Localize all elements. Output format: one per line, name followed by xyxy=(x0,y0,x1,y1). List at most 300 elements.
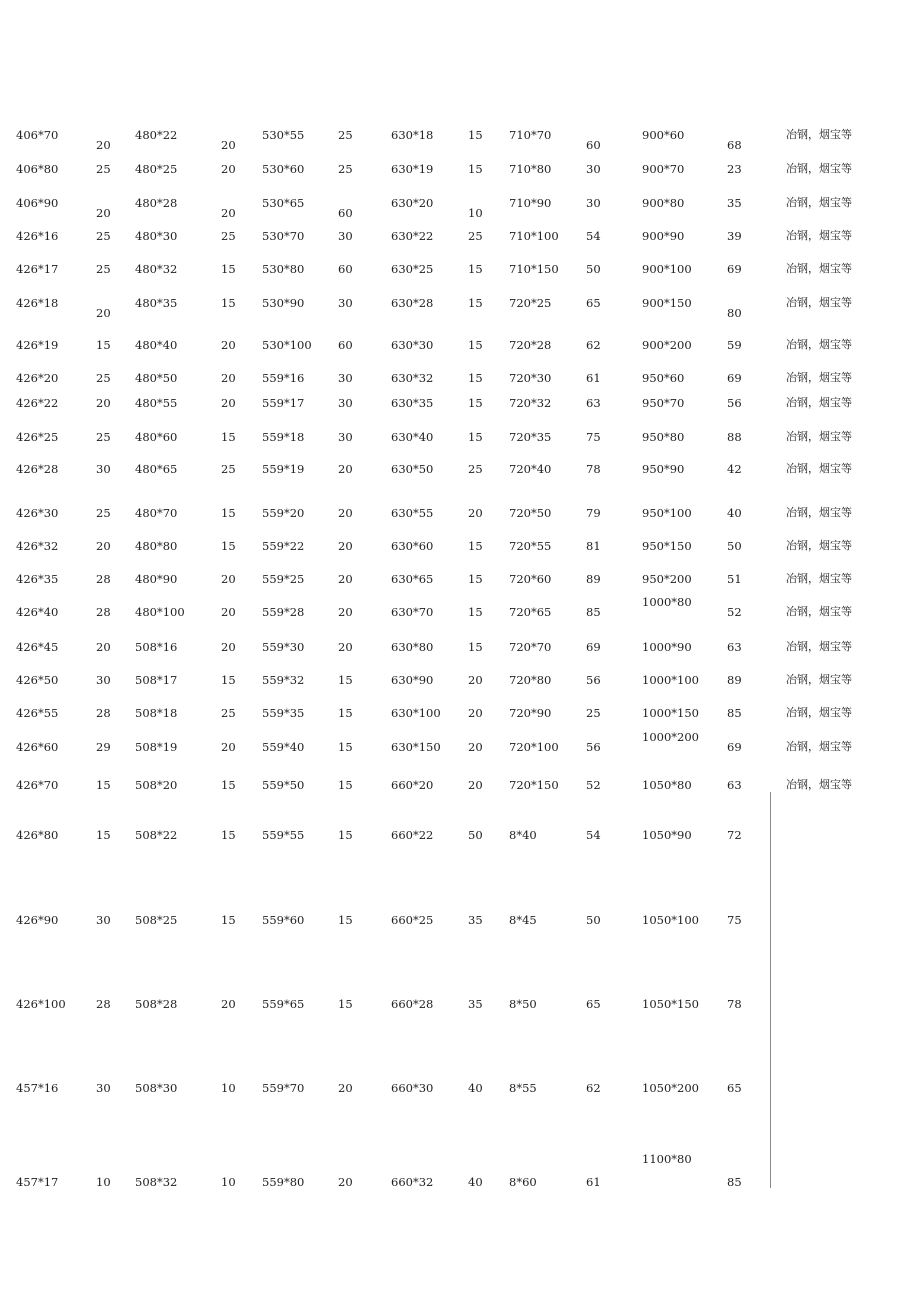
size-a-cell: 426*16 xyxy=(16,229,59,243)
qty-d-cell: 35 xyxy=(468,997,483,1011)
qty-c-cell: 20 xyxy=(338,1081,353,1095)
qty-f-cell: 72 xyxy=(727,828,742,842)
qty-c-cell: 15 xyxy=(338,828,353,842)
qty-f-cell: 69 xyxy=(727,262,742,276)
qty-d-cell: 15 xyxy=(468,371,483,385)
qty-b-cell: 20 xyxy=(221,572,236,586)
qty-a-cell: 25 xyxy=(96,262,111,276)
qty-d-cell: 15 xyxy=(468,605,483,619)
qty-f-cell: 85 xyxy=(727,1175,742,1189)
size-b-cell: 480*40 xyxy=(135,338,178,352)
qty-f-cell: 23 xyxy=(727,162,742,176)
size-a-cell: 426*17 xyxy=(16,262,59,276)
qty-a-cell: 28 xyxy=(96,706,111,720)
qty-c-cell: 20 xyxy=(338,539,353,553)
size-a-cell: 426*60 xyxy=(16,740,59,754)
qty-d-cell: 15 xyxy=(468,128,483,142)
qty-e-cell: 56 xyxy=(586,740,601,754)
qty-b-cell: 15 xyxy=(221,506,236,520)
size-e-cell: 720*60 xyxy=(509,572,552,586)
size-f-cell: 1050*90 xyxy=(642,828,692,842)
size-e-cell: 720*30 xyxy=(509,371,552,385)
size-d-cell: 630*60 xyxy=(391,539,434,553)
size-a-cell: 426*40 xyxy=(16,605,59,619)
qty-f-cell: 85 xyxy=(727,706,742,720)
size-f-cell: 1050*150 xyxy=(642,997,699,1011)
size-c-cell: 530*65 xyxy=(262,196,305,210)
qty-a-cell: 30 xyxy=(96,462,111,476)
size-d-cell: 630*30 xyxy=(391,338,434,352)
size-e-cell: 8*55 xyxy=(509,1081,537,1095)
supplier-note-cell: 冶钢，烟宝等 xyxy=(786,605,852,618)
qty-a-cell: 15 xyxy=(96,778,111,792)
qty-e-cell: 25 xyxy=(586,706,601,720)
qty-a-cell: 20 xyxy=(96,306,111,320)
qty-c-cell: 20 xyxy=(338,462,353,476)
qty-b-cell: 25 xyxy=(221,229,236,243)
qty-f-cell: 51 xyxy=(727,572,742,586)
size-f-cell: 950*150 xyxy=(642,539,692,553)
size-b-cell: 508*17 xyxy=(135,673,178,687)
qty-c-cell: 30 xyxy=(338,396,353,410)
qty-e-cell: 60 xyxy=(586,138,601,152)
size-d-cell: 660*28 xyxy=(391,997,434,1011)
size-d-cell: 630*150 xyxy=(391,740,441,754)
size-e-cell: 8*40 xyxy=(509,828,537,842)
size-a-cell: 457*17 xyxy=(16,1175,59,1189)
size-c-cell: 559*17 xyxy=(262,396,305,410)
qty-b-cell: 20 xyxy=(221,740,236,754)
qty-c-cell: 60 xyxy=(338,206,353,220)
size-e-cell: 710*90 xyxy=(509,196,552,210)
size-a-cell: 426*35 xyxy=(16,572,59,586)
qty-f-cell: 52 xyxy=(727,605,742,619)
size-b-cell: 480*60 xyxy=(135,430,178,444)
qty-a-cell: 25 xyxy=(96,229,111,243)
size-b-cell: 480*70 xyxy=(135,506,178,520)
size-e-cell: 720*100 xyxy=(509,740,559,754)
qty-f-cell: 69 xyxy=(727,371,742,385)
size-e-cell: 720*70 xyxy=(509,640,552,654)
qty-e-cell: 52 xyxy=(586,778,601,792)
size-b-cell: 508*20 xyxy=(135,778,178,792)
size-f-cell: 950*100 xyxy=(642,506,692,520)
qty-c-cell: 15 xyxy=(338,740,353,754)
qty-b-cell: 15 xyxy=(221,296,236,310)
qty-d-cell: 15 xyxy=(468,430,483,444)
size-a-cell: 426*22 xyxy=(16,396,59,410)
size-f-cell: 1050*200 xyxy=(642,1081,699,1095)
size-b-cell: 508*22 xyxy=(135,828,178,842)
size-a-cell: 426*100 xyxy=(16,997,66,1011)
size-a-cell: 426*80 xyxy=(16,828,59,842)
qty-e-cell: 81 xyxy=(586,539,601,553)
qty-c-cell: 25 xyxy=(338,128,353,142)
qty-b-cell: 15 xyxy=(221,778,236,792)
size-a-cell: 426*25 xyxy=(16,430,59,444)
size-b-cell: 508*28 xyxy=(135,997,178,1011)
qty-a-cell: 15 xyxy=(96,828,111,842)
supplier-note-cell: 冶钢，烟宝等 xyxy=(786,296,852,309)
size-e-cell: 720*80 xyxy=(509,673,552,687)
size-d-cell: 630*22 xyxy=(391,229,434,243)
qty-b-cell: 20 xyxy=(221,371,236,385)
size-c-cell: 559*55 xyxy=(262,828,305,842)
size-f-cell: 1000*90 xyxy=(642,640,692,654)
size-b-cell: 508*30 xyxy=(135,1081,178,1095)
size-b-cell: 480*32 xyxy=(135,262,178,276)
qty-a-cell: 30 xyxy=(96,1081,111,1095)
size-b-cell: 480*28 xyxy=(135,196,178,210)
qty-a-cell: 20 xyxy=(96,396,111,410)
qty-d-cell: 10 xyxy=(468,206,483,220)
qty-c-cell: 60 xyxy=(338,338,353,352)
qty-c-cell: 20 xyxy=(338,605,353,619)
size-b-cell: 508*19 xyxy=(135,740,178,754)
size-c-cell: 530*90 xyxy=(262,296,305,310)
size-f-cell: 950*70 xyxy=(642,396,685,410)
qty-a-cell: 28 xyxy=(96,997,111,1011)
qty-d-cell: 40 xyxy=(468,1175,483,1189)
qty-e-cell: 78 xyxy=(586,462,601,476)
qty-a-cell: 25 xyxy=(96,371,111,385)
size-c-cell: 530*100 xyxy=(262,338,312,352)
qty-d-cell: 20 xyxy=(468,706,483,720)
size-c-cell: 559*65 xyxy=(262,997,305,1011)
qty-c-cell: 20 xyxy=(338,572,353,586)
size-a-cell: 406*70 xyxy=(16,128,59,142)
qty-f-cell: 65 xyxy=(727,1081,742,1095)
size-e-cell: 8*50 xyxy=(509,997,537,1011)
supplier-note-cell: 冶钢，烟宝等 xyxy=(786,539,852,552)
size-d-cell: 630*35 xyxy=(391,396,434,410)
size-f-cell: 950*90 xyxy=(642,462,685,476)
qty-a-cell: 20 xyxy=(96,640,111,654)
size-e-cell: 720*35 xyxy=(509,430,552,444)
qty-a-cell: 28 xyxy=(96,605,111,619)
supplier-note-cell: 冶钢，烟宝等 xyxy=(786,371,852,384)
size-d-cell: 630*32 xyxy=(391,371,434,385)
qty-b-cell: 15 xyxy=(221,828,236,842)
qty-e-cell: 62 xyxy=(586,338,601,352)
qty-d-cell: 20 xyxy=(468,506,483,520)
size-c-cell: 559*22 xyxy=(262,539,305,553)
supplier-note-cell: 冶钢，烟宝等 xyxy=(786,572,852,585)
size-d-cell: 630*19 xyxy=(391,162,434,176)
qty-b-cell: 20 xyxy=(221,338,236,352)
qty-d-cell: 20 xyxy=(468,778,483,792)
supplier-note-cell: 冶钢，烟宝等 xyxy=(786,430,852,443)
qty-a-cell: 20 xyxy=(96,138,111,152)
size-a-cell: 426*32 xyxy=(16,539,59,553)
qty-f-cell: 39 xyxy=(727,229,742,243)
supplier-note-cell: 冶钢，烟宝等 xyxy=(786,462,852,475)
qty-c-cell: 30 xyxy=(338,296,353,310)
supplier-note-cell: 冶钢，烟宝等 xyxy=(786,673,852,686)
size-f-cell: 950*80 xyxy=(642,430,685,444)
size-b-cell: 480*35 xyxy=(135,296,178,310)
size-a-cell: 406*80 xyxy=(16,162,59,176)
qty-e-cell: 54 xyxy=(586,229,601,243)
size-f-cell: 900*60 xyxy=(642,128,685,142)
size-c-cell: 559*30 xyxy=(262,640,305,654)
qty-c-cell: 20 xyxy=(338,640,353,654)
supplier-note-cell: 冶钢，烟宝等 xyxy=(786,162,852,175)
size-f-cell: 900*150 xyxy=(642,296,692,310)
size-a-cell: 426*90 xyxy=(16,913,59,927)
size-b-cell: 480*65 xyxy=(135,462,178,476)
size-d-cell: 630*70 xyxy=(391,605,434,619)
qty-d-cell: 50 xyxy=(468,828,483,842)
qty-f-cell: 59 xyxy=(727,338,742,352)
size-e-cell: 710*150 xyxy=(509,262,559,276)
qty-b-cell: 10 xyxy=(221,1081,236,1095)
qty-f-cell: 80 xyxy=(727,306,742,320)
size-b-cell: 480*100 xyxy=(135,605,185,619)
qty-b-cell: 20 xyxy=(221,396,236,410)
qty-e-cell: 89 xyxy=(586,572,601,586)
size-f-cell: 950*200 xyxy=(642,572,692,586)
supplier-note-cell: 冶钢，烟宝等 xyxy=(786,338,852,351)
qty-a-cell: 20 xyxy=(96,206,111,220)
size-e-cell: 720*28 xyxy=(509,338,552,352)
size-e-cell: 720*90 xyxy=(509,706,552,720)
size-c-cell: 559*35 xyxy=(262,706,305,720)
size-f-cell: 1000*150 xyxy=(642,706,699,720)
qty-f-cell: 63 xyxy=(727,640,742,654)
size-a-cell: 426*18 xyxy=(16,296,59,310)
qty-d-cell: 20 xyxy=(468,740,483,754)
size-d-cell: 630*65 xyxy=(391,572,434,586)
size-d-cell: 630*50 xyxy=(391,462,434,476)
qty-b-cell: 15 xyxy=(221,430,236,444)
size-c-cell: 559*19 xyxy=(262,462,305,476)
size-c-cell: 559*18 xyxy=(262,430,305,444)
qty-f-cell: 88 xyxy=(727,430,742,444)
size-c-cell: 530*70 xyxy=(262,229,305,243)
qty-e-cell: 56 xyxy=(586,673,601,687)
size-b-cell: 508*18 xyxy=(135,706,178,720)
size-a-cell: 426*45 xyxy=(16,640,59,654)
size-b-cell: 480*55 xyxy=(135,396,178,410)
size-d-cell: 660*22 xyxy=(391,828,434,842)
qty-a-cell: 15 xyxy=(96,338,111,352)
qty-c-cell: 15 xyxy=(338,706,353,720)
qty-f-cell: 56 xyxy=(727,396,742,410)
qty-d-cell: 15 xyxy=(468,572,483,586)
size-b-cell: 480*50 xyxy=(135,371,178,385)
size-f-cell: 900*70 xyxy=(642,162,685,176)
size-e-cell: 710*70 xyxy=(509,128,552,142)
size-e-cell: 720*55 xyxy=(509,539,552,553)
qty-d-cell: 15 xyxy=(468,162,483,176)
qty-d-cell: 25 xyxy=(468,462,483,476)
qty-c-cell: 20 xyxy=(338,506,353,520)
qty-c-cell: 20 xyxy=(338,1175,353,1189)
supplier-note-cell: 冶钢，烟宝等 xyxy=(786,128,852,141)
size-d-cell: 660*20 xyxy=(391,778,434,792)
qty-b-cell: 20 xyxy=(221,206,236,220)
size-f-cell: 900*100 xyxy=(642,262,692,276)
size-d-cell: 660*30 xyxy=(391,1081,434,1095)
qty-b-cell: 15 xyxy=(221,539,236,553)
qty-a-cell: 28 xyxy=(96,572,111,586)
qty-b-cell: 15 xyxy=(221,673,236,687)
size-a-cell: 426*50 xyxy=(16,673,59,687)
qty-e-cell: 54 xyxy=(586,828,601,842)
qty-e-cell: 63 xyxy=(586,396,601,410)
size-c-cell: 559*70 xyxy=(262,1081,305,1095)
size-b-cell: 480*90 xyxy=(135,572,178,586)
qty-b-cell: 25 xyxy=(221,706,236,720)
size-e-cell: 710*100 xyxy=(509,229,559,243)
qty-d-cell: 15 xyxy=(468,262,483,276)
size-f-cell: 1050*80 xyxy=(642,778,692,792)
size-b-cell: 480*22 xyxy=(135,128,178,142)
size-e-cell: 720*25 xyxy=(509,296,552,310)
size-b-cell: 508*32 xyxy=(135,1175,178,1189)
qty-b-cell: 20 xyxy=(221,605,236,619)
qty-f-cell: 68 xyxy=(727,138,742,152)
size-a-cell: 426*70 xyxy=(16,778,59,792)
qty-b-cell: 20 xyxy=(221,997,236,1011)
size-f-cell: 900*200 xyxy=(642,338,692,352)
size-f-cell: 1000*80 xyxy=(642,595,692,609)
size-c-cell: 530*80 xyxy=(262,262,305,276)
column-divider-line xyxy=(770,792,771,1188)
size-d-cell: 630*90 xyxy=(391,673,434,687)
supplier-note-cell: 冶钢，烟宝等 xyxy=(786,196,852,209)
qty-a-cell: 10 xyxy=(96,1175,111,1189)
qty-b-cell: 10 xyxy=(221,1175,236,1189)
size-f-cell: 1000*100 xyxy=(642,673,699,687)
supplier-note-cell: 冶钢，烟宝等 xyxy=(786,778,852,791)
qty-d-cell: 15 xyxy=(468,296,483,310)
qty-b-cell: 15 xyxy=(221,913,236,927)
size-a-cell: 426*55 xyxy=(16,706,59,720)
qty-d-cell: 35 xyxy=(468,913,483,927)
qty-c-cell: 30 xyxy=(338,430,353,444)
size-c-cell: 559*16 xyxy=(262,371,305,385)
size-b-cell: 508*16 xyxy=(135,640,178,654)
qty-b-cell: 15 xyxy=(221,262,236,276)
size-c-cell: 530*55 xyxy=(262,128,305,142)
size-a-cell: 426*28 xyxy=(16,462,59,476)
qty-a-cell: 25 xyxy=(96,430,111,444)
qty-a-cell: 25 xyxy=(96,506,111,520)
qty-a-cell: 29 xyxy=(96,740,111,754)
qty-e-cell: 65 xyxy=(586,296,601,310)
qty-e-cell: 62 xyxy=(586,1081,601,1095)
size-a-cell: 426*20 xyxy=(16,371,59,385)
size-f-cell: 900*90 xyxy=(642,229,685,243)
qty-c-cell: 15 xyxy=(338,673,353,687)
qty-e-cell: 50 xyxy=(586,262,601,276)
size-d-cell: 630*25 xyxy=(391,262,434,276)
qty-e-cell: 79 xyxy=(586,506,601,520)
supplier-note-cell: 冶钢，烟宝等 xyxy=(786,706,852,719)
qty-c-cell: 60 xyxy=(338,262,353,276)
size-e-cell: 720*40 xyxy=(509,462,552,476)
qty-d-cell: 15 xyxy=(468,396,483,410)
qty-d-cell: 25 xyxy=(468,229,483,243)
size-d-cell: 630*40 xyxy=(391,430,434,444)
size-c-cell: 559*80 xyxy=(262,1175,305,1189)
qty-f-cell: 78 xyxy=(727,997,742,1011)
size-b-cell: 480*25 xyxy=(135,162,178,176)
qty-d-cell: 15 xyxy=(468,539,483,553)
qty-e-cell: 65 xyxy=(586,997,601,1011)
size-c-cell: 559*20 xyxy=(262,506,305,520)
size-c-cell: 530*60 xyxy=(262,162,305,176)
qty-f-cell: 89 xyxy=(727,673,742,687)
qty-f-cell: 75 xyxy=(727,913,742,927)
qty-a-cell: 30 xyxy=(96,913,111,927)
supplier-note-cell: 冶钢，烟宝等 xyxy=(786,640,852,653)
size-e-cell: 720*50 xyxy=(509,506,552,520)
size-e-cell: 710*80 xyxy=(509,162,552,176)
size-e-cell: 8*45 xyxy=(509,913,537,927)
qty-e-cell: 50 xyxy=(586,913,601,927)
qty-f-cell: 63 xyxy=(727,778,742,792)
size-b-cell: 480*30 xyxy=(135,229,178,243)
size-d-cell: 630*80 xyxy=(391,640,434,654)
size-c-cell: 559*25 xyxy=(262,572,305,586)
qty-a-cell: 20 xyxy=(96,539,111,553)
qty-c-cell: 30 xyxy=(338,371,353,385)
qty-f-cell: 42 xyxy=(727,462,742,476)
size-c-cell: 559*32 xyxy=(262,673,305,687)
qty-f-cell: 50 xyxy=(727,539,742,553)
qty-e-cell: 75 xyxy=(586,430,601,444)
qty-e-cell: 69 xyxy=(586,640,601,654)
qty-c-cell: 15 xyxy=(338,778,353,792)
qty-f-cell: 35 xyxy=(727,196,742,210)
size-a-cell: 426*30 xyxy=(16,506,59,520)
size-f-cell: 1100*80 xyxy=(642,1152,692,1166)
size-c-cell: 559*60 xyxy=(262,913,305,927)
size-e-cell: 8*60 xyxy=(509,1175,537,1189)
size-f-cell: 900*80 xyxy=(642,196,685,210)
qty-a-cell: 30 xyxy=(96,673,111,687)
size-d-cell: 660*32 xyxy=(391,1175,434,1189)
supplier-note-cell: 冶钢，烟宝等 xyxy=(786,396,852,409)
size-e-cell: 720*150 xyxy=(509,778,559,792)
size-e-cell: 720*65 xyxy=(509,605,552,619)
size-c-cell: 559*28 xyxy=(262,605,305,619)
qty-c-cell: 15 xyxy=(338,913,353,927)
size-f-cell: 950*60 xyxy=(642,371,685,385)
size-f-cell: 1050*100 xyxy=(642,913,699,927)
qty-e-cell: 85 xyxy=(586,605,601,619)
size-d-cell: 630*100 xyxy=(391,706,441,720)
qty-e-cell: 61 xyxy=(586,371,601,385)
qty-a-cell: 25 xyxy=(96,162,111,176)
qty-f-cell: 69 xyxy=(727,740,742,754)
size-a-cell: 406*90 xyxy=(16,196,59,210)
size-b-cell: 508*25 xyxy=(135,913,178,927)
qty-b-cell: 20 xyxy=(221,640,236,654)
qty-b-cell: 20 xyxy=(221,138,236,152)
size-d-cell: 630*28 xyxy=(391,296,434,310)
size-d-cell: 630*20 xyxy=(391,196,434,210)
qty-d-cell: 15 xyxy=(468,338,483,352)
qty-c-cell: 15 xyxy=(338,997,353,1011)
size-b-cell: 480*80 xyxy=(135,539,178,553)
size-f-cell: 1000*200 xyxy=(642,730,699,744)
qty-c-cell: 30 xyxy=(338,229,353,243)
supplier-note-cell: 冶钢，烟宝等 xyxy=(786,229,852,242)
